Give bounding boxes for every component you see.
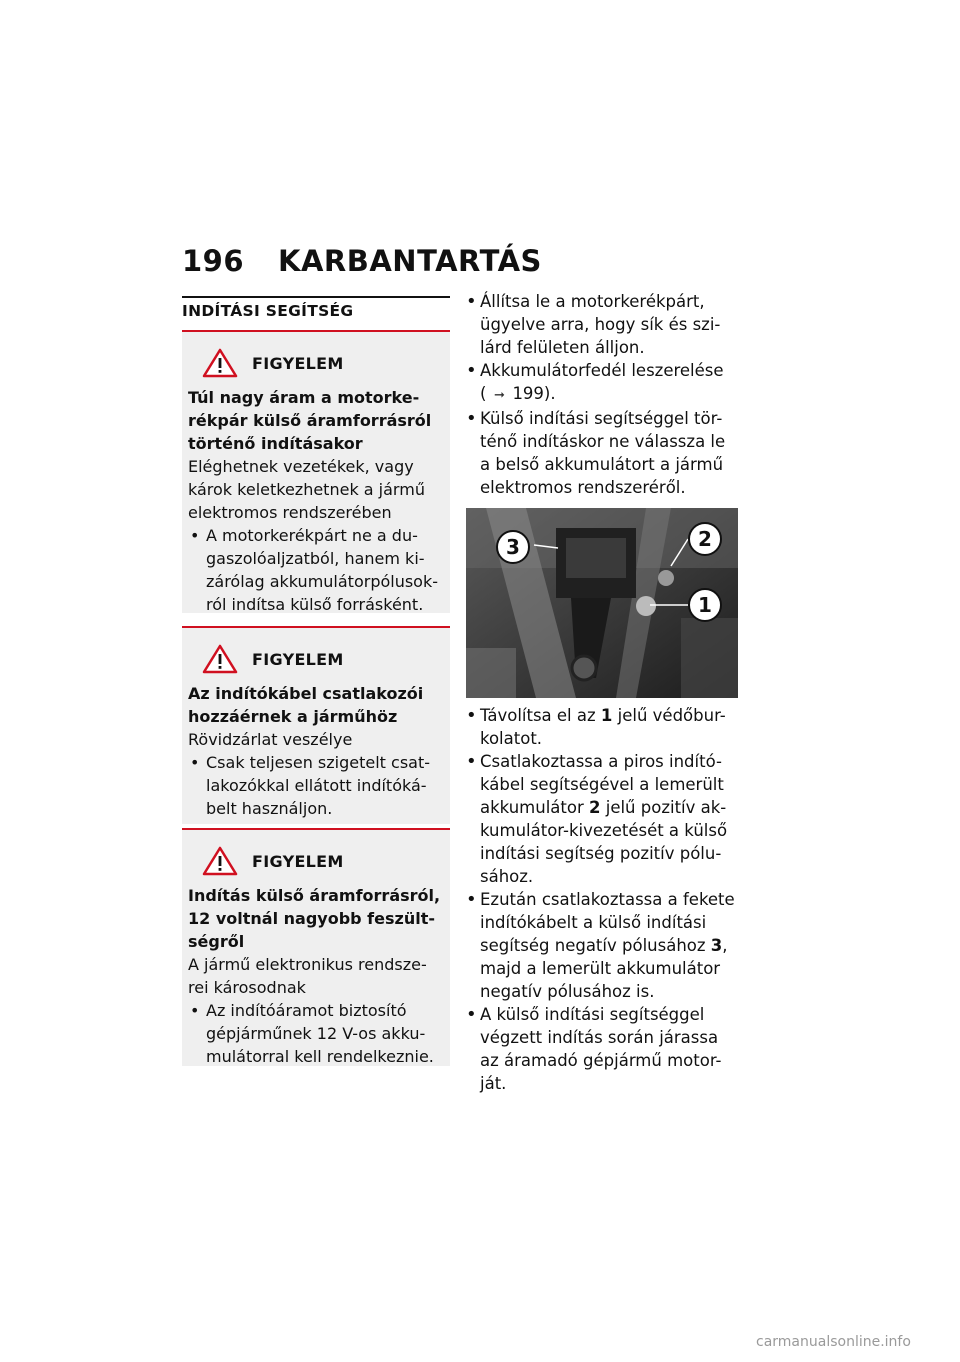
instruction-text: A külső indítási segítséggel végzett indítás során járassa az áramadó gépjármű motor-ját. [480,1005,722,1093]
warning-triangle-icon [202,348,238,378]
warning-title: Túl nagy áram a motorke-rékpár külső áramforrásról történő indításakor [188,388,432,453]
callout-reference: 3 [710,936,723,955]
instruction-text: Csatlakoztassa a piros indító-kábel segítségével a lemerült akkumulátor [480,752,724,817]
page-number: 196 [182,244,245,278]
warning-title: Indítás külső áramforrásról, 12 voltnál nagyobb feszült-ségről [188,886,441,951]
warning-box [182,626,450,824]
section-title: INDÍTÁSI SEGÍTSÉG [182,296,450,320]
instruction-item [466,1003,738,1095]
warning-box [182,828,450,1066]
instruction-text: jelű pozitív ak-kumulátor-kivezetését a külső indítási segítség pozitív pólu-sához. [480,798,728,886]
instruction-item: • Külső indítási segítséggel tör-ténő indításkor ne válassza le a belső akkumulátort a jármű elektromos rendszeréről. [466,407,738,499]
warning-bullet: • Csak teljesen szigetelt csat-lakozókkal ellátott indítóká-belt használjon. [188,751,444,820]
warning-triangle-icon [202,846,238,876]
instruction-text: Ezután csatlakoztassa a fekete indítókábelt a külső indítási segítség negatív pólusához [480,890,735,955]
warning-label: FIGYELEM [252,353,344,373]
chapter-title: KARBANTARTÁS [278,244,542,278]
callout-2: 2 [688,522,722,556]
warning-label: FIGYELEM [252,851,344,871]
page-reference[interactable]: 199). [512,384,556,403]
instruction-text: jelű védőbur-kolatot. [480,706,726,748]
warning-heading [188,844,444,878]
watermark[interactable]: carmanualsonline.info [756,1334,911,1350]
instruction-text: , majd a lemerült akkumulátor negatív pólusához is. [480,936,728,1001]
warning-bullet: • A motorkerékpárt ne a du-gaszolóaljzatból, hanem ki-zárólag akkumulátorpólusok-ról indítsa külső forrásként. [188,524,444,616]
instruction-text: Akkumulátorfedél leszerelése [480,361,724,380]
warning-heading [188,642,444,676]
instruction-text: Távolítsa el az [480,706,601,725]
instruction-item [466,750,738,888]
instruction-item [466,704,738,750]
instruction-item: • Állítsa le a motorkerékpárt, ügyelve arra, hogy sík és szi-lárd felületen álljon. [466,290,738,359]
instruction-list-bottom [466,704,738,1095]
warning-text: Eléghetnek vezetékek, vagy károk keletkezhetnek a jármű elektromos rendszerében [188,457,425,522]
instruction-list-top [466,290,738,499]
battery-photo [466,508,738,698]
warning-title: Az indítókábel csatlakozói hozzáérnek a járműhöz [188,684,424,726]
warning-text: A jármű elektronikus rendsze-rei károsodnak [188,955,427,997]
callout-reference: 2 [589,798,601,817]
instruction-item [466,888,738,1003]
callout-1: 1 [688,588,722,622]
callout-3: 3 [496,530,530,564]
warning-bullet: • Az indítóáramot biztosító gépjárműnek 12 V-os akku-mulátorral kell rendelkeznie. [188,999,444,1068]
warning-text: Rövidzárlat veszélye [188,730,353,749]
warning-triangle-icon [202,644,238,674]
instruction-item: • Akkumulátorfedél leszerelése ( ➞ 199). [466,359,738,407]
warning-label: FIGYELEM [252,649,344,669]
warning-heading [188,346,444,380]
callout-reference: 1 [600,706,613,725]
page-reference-arrow-icon: ➞ [493,388,505,403]
warning-box [182,330,450,613]
